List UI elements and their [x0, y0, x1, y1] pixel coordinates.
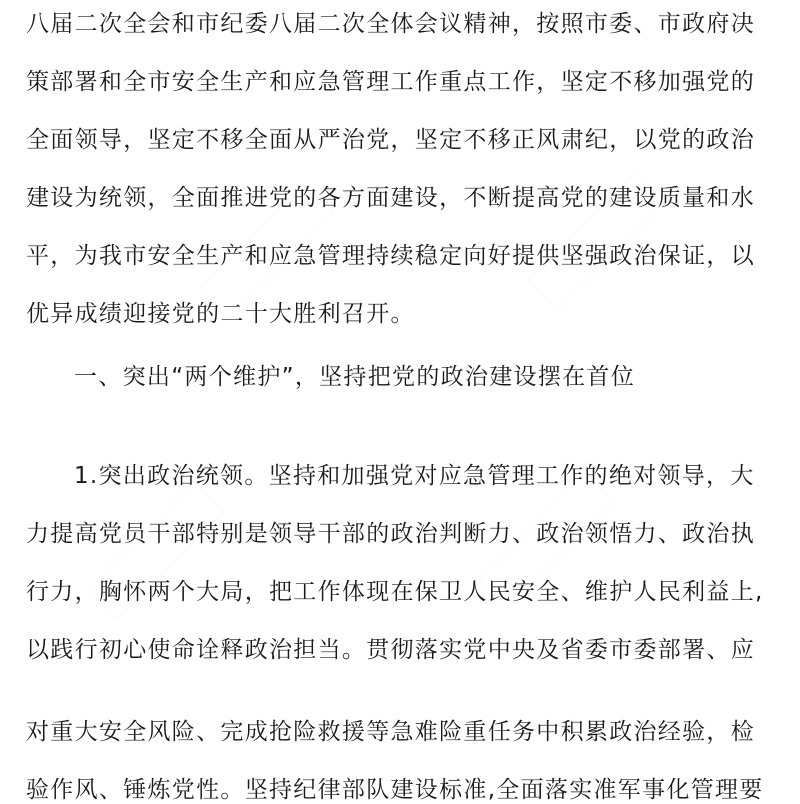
paragraph-line: 八届二次全会和市纪委八届二次全体会议精神，按照市委、市政府决	[26, 11, 755, 37]
paragraph-line: 全面领导，坚定不移全面从严治党，坚定不移正风肃纪，以党的政治	[26, 127, 755, 153]
paragraph-line: 优异成绩迎接党的二十大胜利召开。	[26, 301, 415, 327]
paragraph-line: 行力，胸怀两个大局，把工作体现在保卫人民安全、维护人民利益上,	[26, 579, 764, 605]
paragraph-line: 对重大安全风险、完成抢险救援等急难险重任务中积累政治经验，检	[26, 719, 755, 745]
paragraph-line: 力提高党员干部特别是领导干部的政治判断力、政治领悟力、政治执	[26, 521, 755, 547]
paragraph-line: 平，为我市安全生产和应急管理持续稳定向好提供坚强政治保证，以	[26, 243, 755, 269]
paragraph-line: 策部署和全市安全生产和应急管理工作重点工作，坚定不移加强党的	[26, 69, 755, 95]
section-heading: 一、突出“两个维护”，坚持把党的政治建设摆在首位	[74, 364, 636, 390]
paragraph-line: 验作风、锤炼党性。坚持纪律部队建设标准,全面落实准军事化管理要	[26, 777, 764, 803]
paragraph-line: 1.突出政治统领。坚持和加强党对应急管理工作的绝对领导，大	[74, 463, 755, 489]
paragraph-line: 建设为统领，全面推进党的各方面建设，不断提高党的建设质量和水	[26, 185, 755, 211]
paragraph-line: 以践行初心使命诠释政治担当。贯彻落实党中央及省委市委部署、应	[26, 637, 755, 663]
